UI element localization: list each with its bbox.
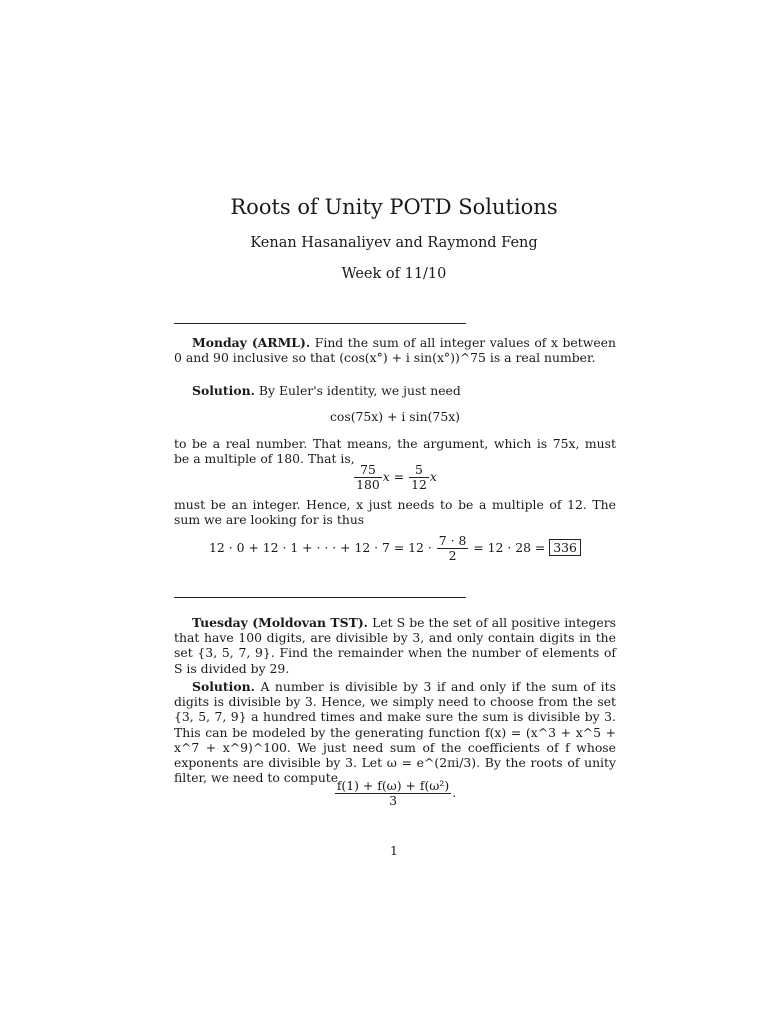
document-title: Roots of Unity POTD Solutions [230, 195, 558, 219]
monday-problem [174, 335, 616, 365]
monday-equation-2: $\frac{75}{180}$ x = $\frac{5}{12}$ x [356, 462, 437, 492]
monday-label: Monday (ARML). [192, 335, 311, 350]
answer-box: 336 [549, 539, 581, 556]
tuesday-problem [174, 615, 616, 676]
monday-problem-text: Find the sum of all integer values of x between 0 and 90 inclusive so that (cos(x°) + i sin(x°))^75 is a real number. [174, 335, 616, 366]
fraction: $\frac{5}{12}$ [411, 462, 427, 492]
document-week: Week of 11/10 [341, 266, 447, 282]
tuesday-problem-text: Let S be the set of all positive integers that have 100 digits, are divisible by 3, and only contain digits in the set {3, 5, 7, 9}. Find the remainder when the number of elements of S is divided by 29. [174, 615, 616, 676]
section-divider [174, 323, 466, 324]
fraction: $\frac{\text{f(1) + f(ω) + f(ω²)}}{3}$ [336, 778, 450, 808]
monday-solution-label: Solution. [192, 383, 255, 398]
tuesday-solution-label: Solution. [192, 679, 255, 694]
fraction: $\frac{75}{180}$ [356, 462, 380, 492]
monday-solution-intro [174, 383, 616, 398]
page-number: 1 [390, 843, 398, 858]
monday-equation-1: cos(75x) + i sin(75x) [329, 409, 461, 424]
tuesday-solution [174, 679, 616, 785]
monday-text-3: must be an integer. Hence, x just needs to be a multiple of 12. The sum we are looking for is thus [174, 497, 616, 528]
document-authors: Kenan Hasanaliyev and Raymond Feng [250, 235, 538, 251]
fraction: $\frac{7 \cdot 8}{2}$ [438, 533, 467, 563]
tuesday-label: Tuesday (Moldovan TST). [192, 615, 368, 630]
monday-equation-3: 12 · 0 + 12 · 1 + · · · + 12 · 7 = 12 · $\frac{7 \cdot 8}{2}$ = 12 · 28 = 336 [174, 534, 616, 563]
monday-text-2: to be a real number. That means, the argument, which is 75x, must be a multiple of 180. That is, [174, 436, 616, 467]
tuesday-solution-text: A number is divisible by 3 if and only if the sum of its digits is divisible by 3. Hence, we simply need to choose from the set {3, 5, 7, 9} a hundred times and make sure the sum is divisible by 3. This can be modeled by the generating function f(x) = (x^3 + x^5 + x^7 + x^9)^100. We just need sum of the coefficients of f whose exponents are divisible by 3. Let ω = e^(2πi/3). By the roots of unity filter, we need to compute [174, 679, 616, 786]
monday-intro-text: By Euler's identity, we just need [258, 383, 461, 398]
section-divider [174, 597, 466, 598]
tuesday-equation: $\frac{\text{f(1) + f(ω) + f(ω²)}}{3}$ . [336, 778, 457, 808]
